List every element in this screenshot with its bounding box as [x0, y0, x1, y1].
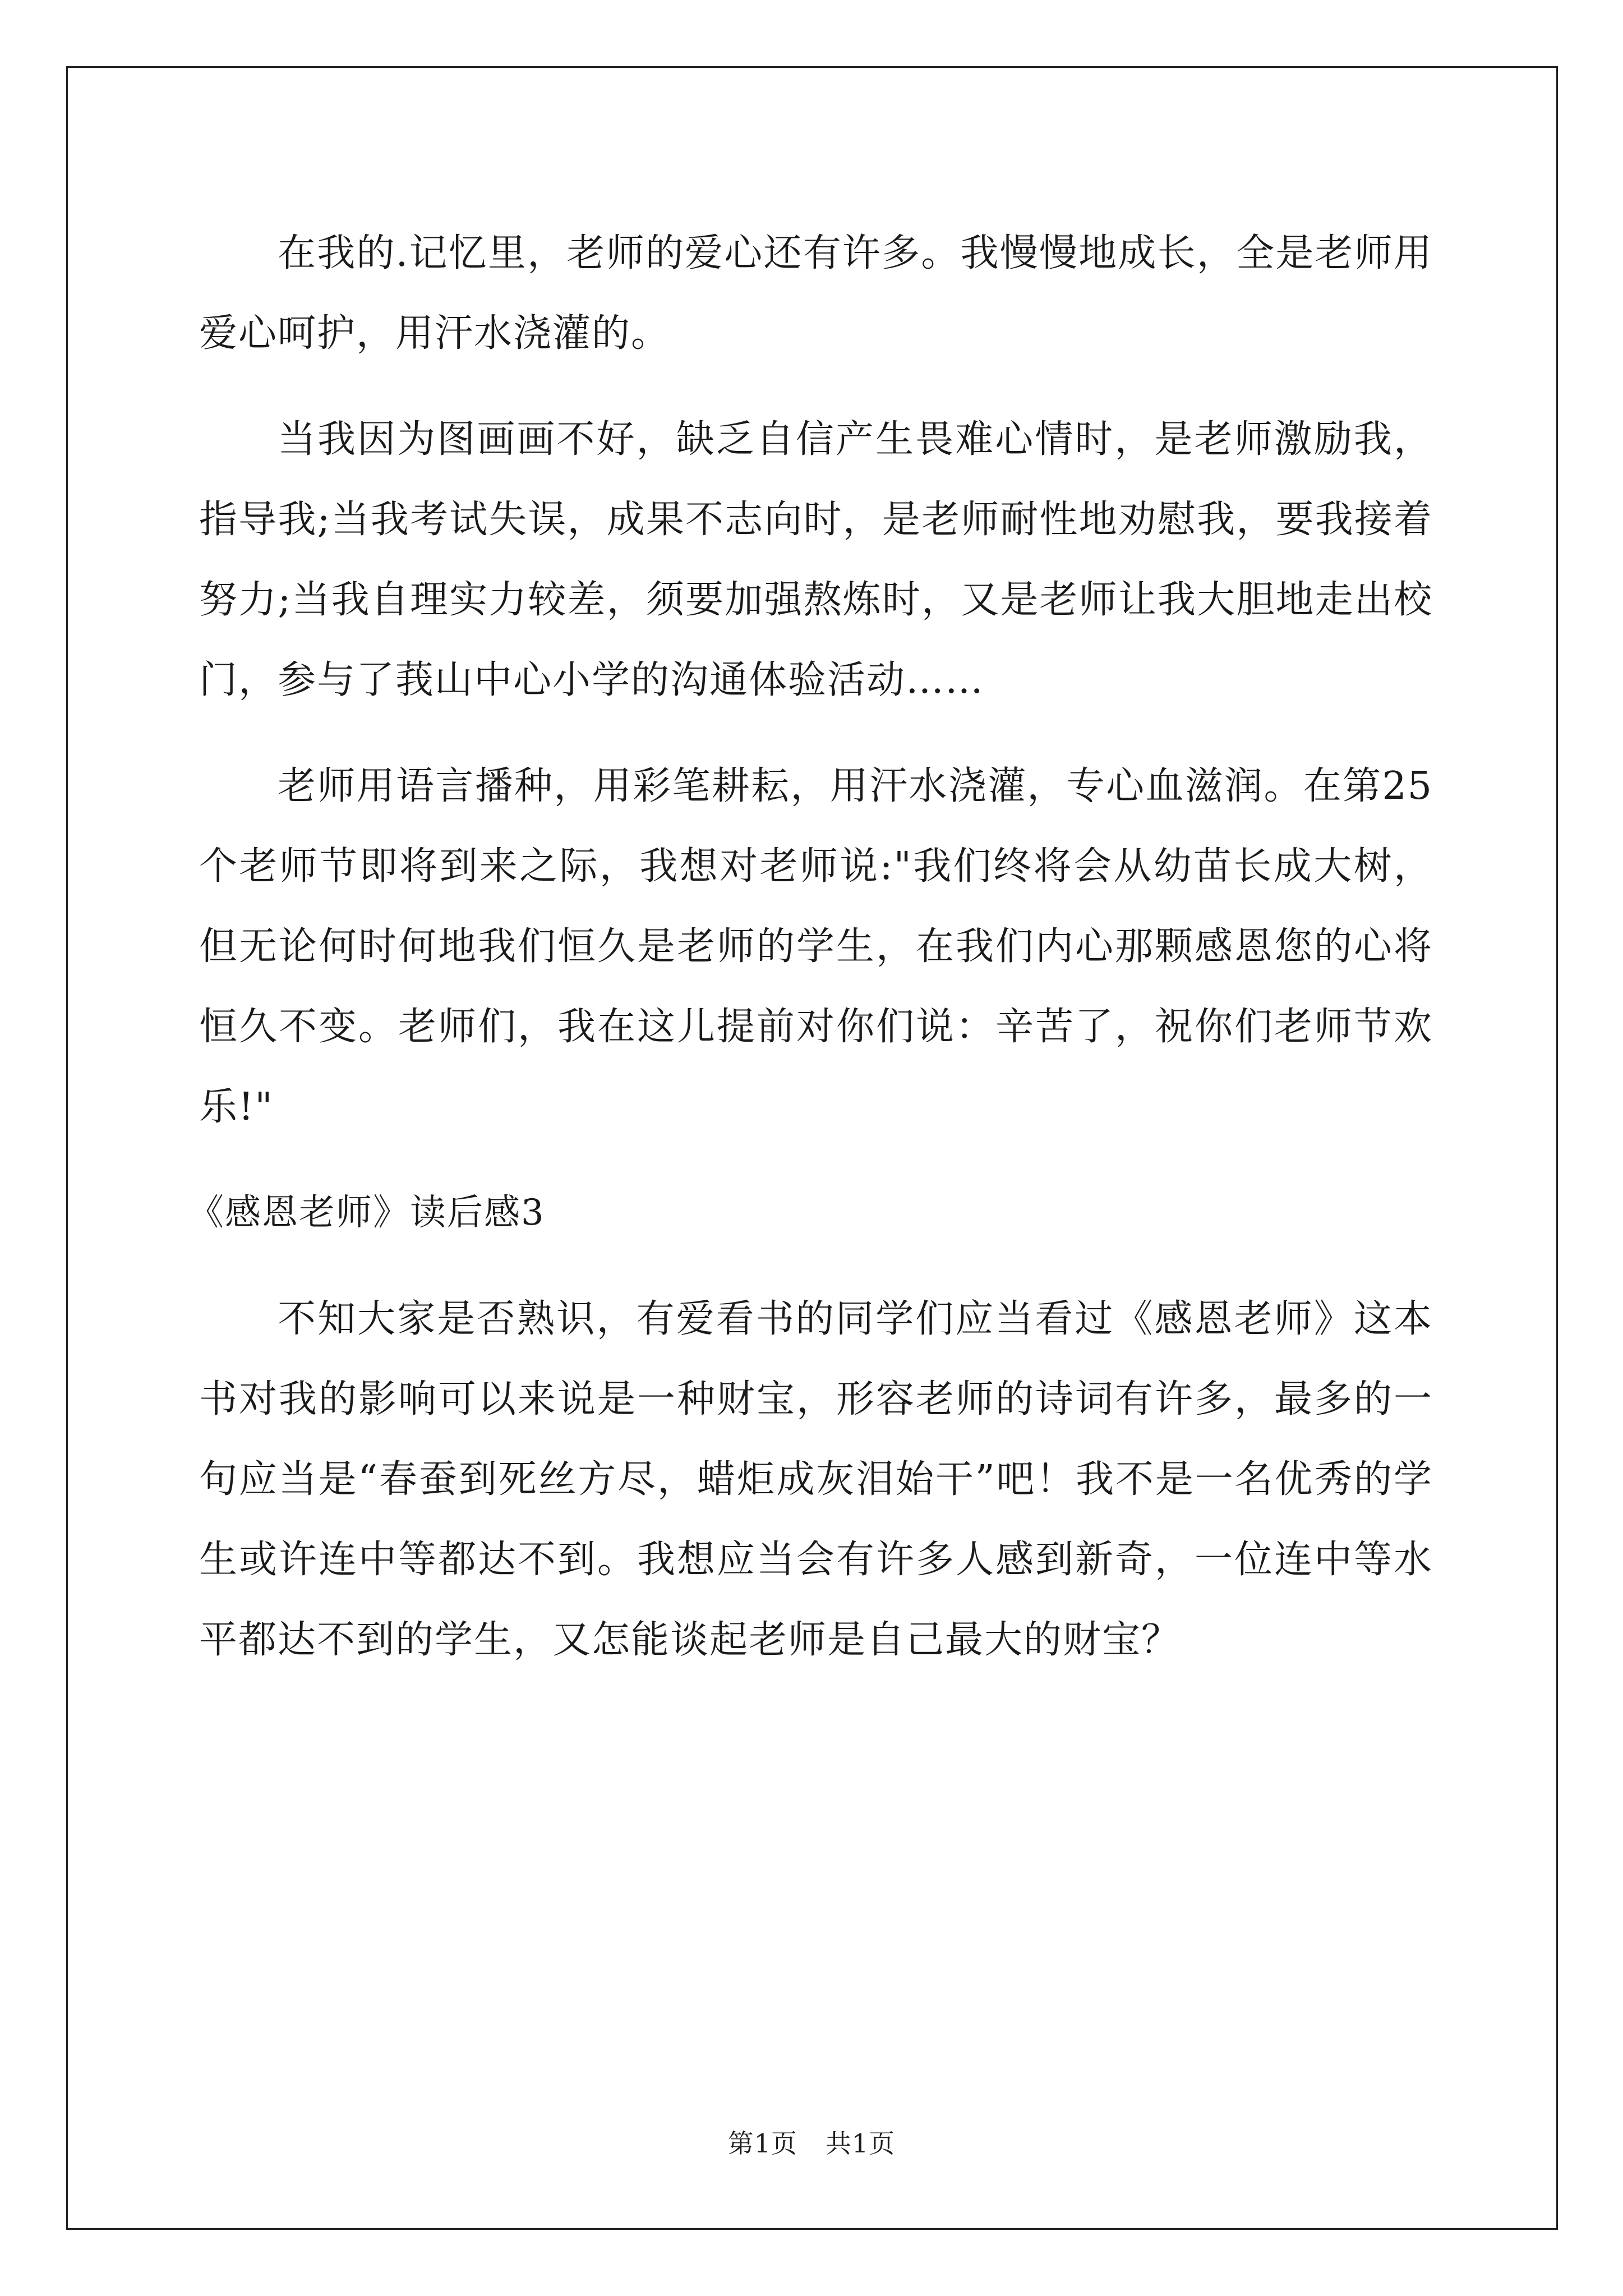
document-body: [188, 213, 1433, 1680]
paragraph: 不知大家是否熟识，有爱看书的同学们应当看过《感恩老师》这本书对我的影响可以来说是一种财宝，形容老师的诗词有许多，最多的一句应当是“春蚕到死丝方尽，蜡炬成灰泪始干”吧！我不是一名优秀的学生或许连中等都达不到。我想应当会有许多人感到新奇，一位连中等水平都达不到的学生，又怎能谈起老师是自己最大的财宝？: [199, 1297, 1433, 1662]
page-number: 第1页: [727, 2128, 797, 2159]
section-heading: 《感恩老师》读后感3: [188, 1192, 545, 1234]
paragraph: 当我因为图画画不好，缺乏自信产生畏难心情时，是老师激励我，指导我;当我考试失误，成果不志向时，是老师耐性地劝慰我，要我接着努力;当我自理实力较差，须要加强熬炼时，又是老师让我大胆地走出校门，参与了莪山中心小学的沟通体验活动……: [199, 417, 1433, 702]
paragraph: 在我的.记忆里，老师的爱心还有许多。我慢慢地成长，全是老师用爱心呵护，用汗水浇灌的。: [199, 231, 1433, 356]
page-total: 共1页: [826, 2128, 896, 2159]
page-footer: [0, 2123, 1623, 2160]
paragraph: 老师用语言播种，用彩笔耕耘，用汗水浇灌，专心血滋润。在第25个老师节即将到来之际，我想对老师说:"我们终将会从幼苗长成大树，但无论何时何地我们恒久是老师的学生，在我们内心那颗感恩您的心将恒久不变。老师们，我在这儿提前对你们说：辛苦了，祝你们老师节欢乐!": [199, 764, 1433, 1129]
